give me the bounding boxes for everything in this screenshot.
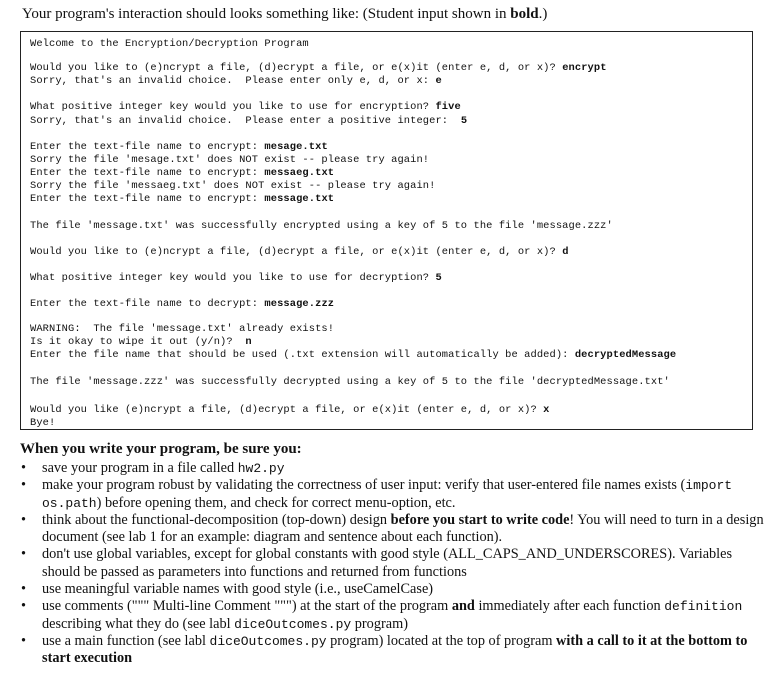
list-item: • use a main function (see labl diceOutcomes.py program) located at the top of program with a call to it at the bottom to start execution	[21, 632, 748, 667]
console-line: Sorry the file 'messaeg.txt' does NOT exist -- please try again!	[30, 180, 436, 192]
intro-end: .)	[538, 6, 548, 22]
console-line: The file 'message.zzz' was successfully decrypted using a key of 5 to the file 'decryptedMessage.txt'	[30, 376, 670, 388]
console-line: What positive integer key would you like to use for decryption? 5	[30, 272, 442, 284]
console-line: Would you like to (e)ncrypt a file, (d)ecrypt a file, or e(x)it (enter e, d, or x)? encrypt	[30, 62, 607, 74]
console-line: Sorry, that's an invalid choice. Please enter a positive integer: 5	[30, 115, 468, 127]
bullet-icon: •	[21, 477, 27, 494]
list-item: • use meaningful variable names with good style (i.e., useCamelCase)	[21, 581, 434, 598]
console-line: Is it okay to wipe it out (y/n)? n	[30, 336, 252, 348]
intro-bold: bold	[510, 6, 539, 22]
bullet-icon: •	[21, 460, 27, 476]
console-line: Sorry the file 'mesage.txt' does NOT exist -- please try again!	[30, 154, 430, 166]
console-line: Enter the file name that should be used (.txt extension will automatically be added): decryptedMessage	[30, 349, 677, 361]
console-line: Enter the text-file name to encrypt: mesage.txt	[30, 141, 328, 153]
bullet-icon: •	[21, 546, 27, 563]
bullet-icon: •	[21, 632, 27, 649]
intro-text	[22, 6, 547, 23]
list-item: • think about the functional-decomposition (top-down) design before you start to write code! You will need to turn in a design document (see lab 1 for an example: diagram and sentence about each function).	[21, 511, 764, 546]
console-line: The file 'message.txt' was successfully encrypted using a key of 5 to the file 'message.zzz'	[30, 220, 613, 232]
console-line: Enter the text-file name to encrypt: messaeg.txt	[30, 167, 335, 179]
list-item: • don't use global variables, except for global constants with good style (ALL_CAPS_AND_UNDERSCORES). Variables should be passed as parameters into functions and returned from functions	[21, 546, 733, 580]
console-line: Sorry, that's an invalid choice. Please enter only e, d, or x: e	[30, 75, 442, 87]
bullet-icon: •	[21, 581, 27, 598]
console-line: Would you like to (e)ncrypt a file, (d)ecrypt a file, or e(x)it (enter e, d, or x)? d	[30, 246, 569, 258]
list-item: • use comments (""" Multi-line Comment """) at the start of the program and immediately after each function definition describing what they do (see labl diceOutcomes.py program)	[21, 598, 743, 632]
console-line: Enter the text-file name to encrypt: message.txt	[30, 193, 335, 205]
console-line: Welcome to the Encryption/Decryption Program	[30, 38, 309, 50]
console-line: Bye!	[30, 417, 56, 429]
requirements-list	[20, 460, 765, 668]
requirements-heading: When you write your program, be sure you:	[20, 441, 302, 457]
console-line: What positive integer key would you like to use for encryption? five	[30, 101, 461, 113]
list-item: • save your program in a file called hw2.py	[21, 460, 285, 476]
list-item: • make your program robust by validating the correctness of user input: verify that user-entered file names exists (import os.path) before opening them, and check for correct menu-option, etc.	[21, 477, 733, 511]
bullet-icon: •	[21, 511, 27, 528]
console-line: WARNING: The file 'message.txt' already exists!	[30, 323, 335, 335]
console-transcript-box	[20, 31, 753, 430]
console-line: Would you like (e)ncrypt a file, (d)ecrypt a file, or e(x)it (enter e, d, or x)? x	[30, 404, 550, 416]
bullet-icon: •	[21, 598, 27, 615]
console-line: Enter the text-file name to decrypt: message.zzz	[30, 298, 335, 310]
intro-plain: Your program's interaction should looks something like: (Student input shown in	[22, 6, 511, 22]
